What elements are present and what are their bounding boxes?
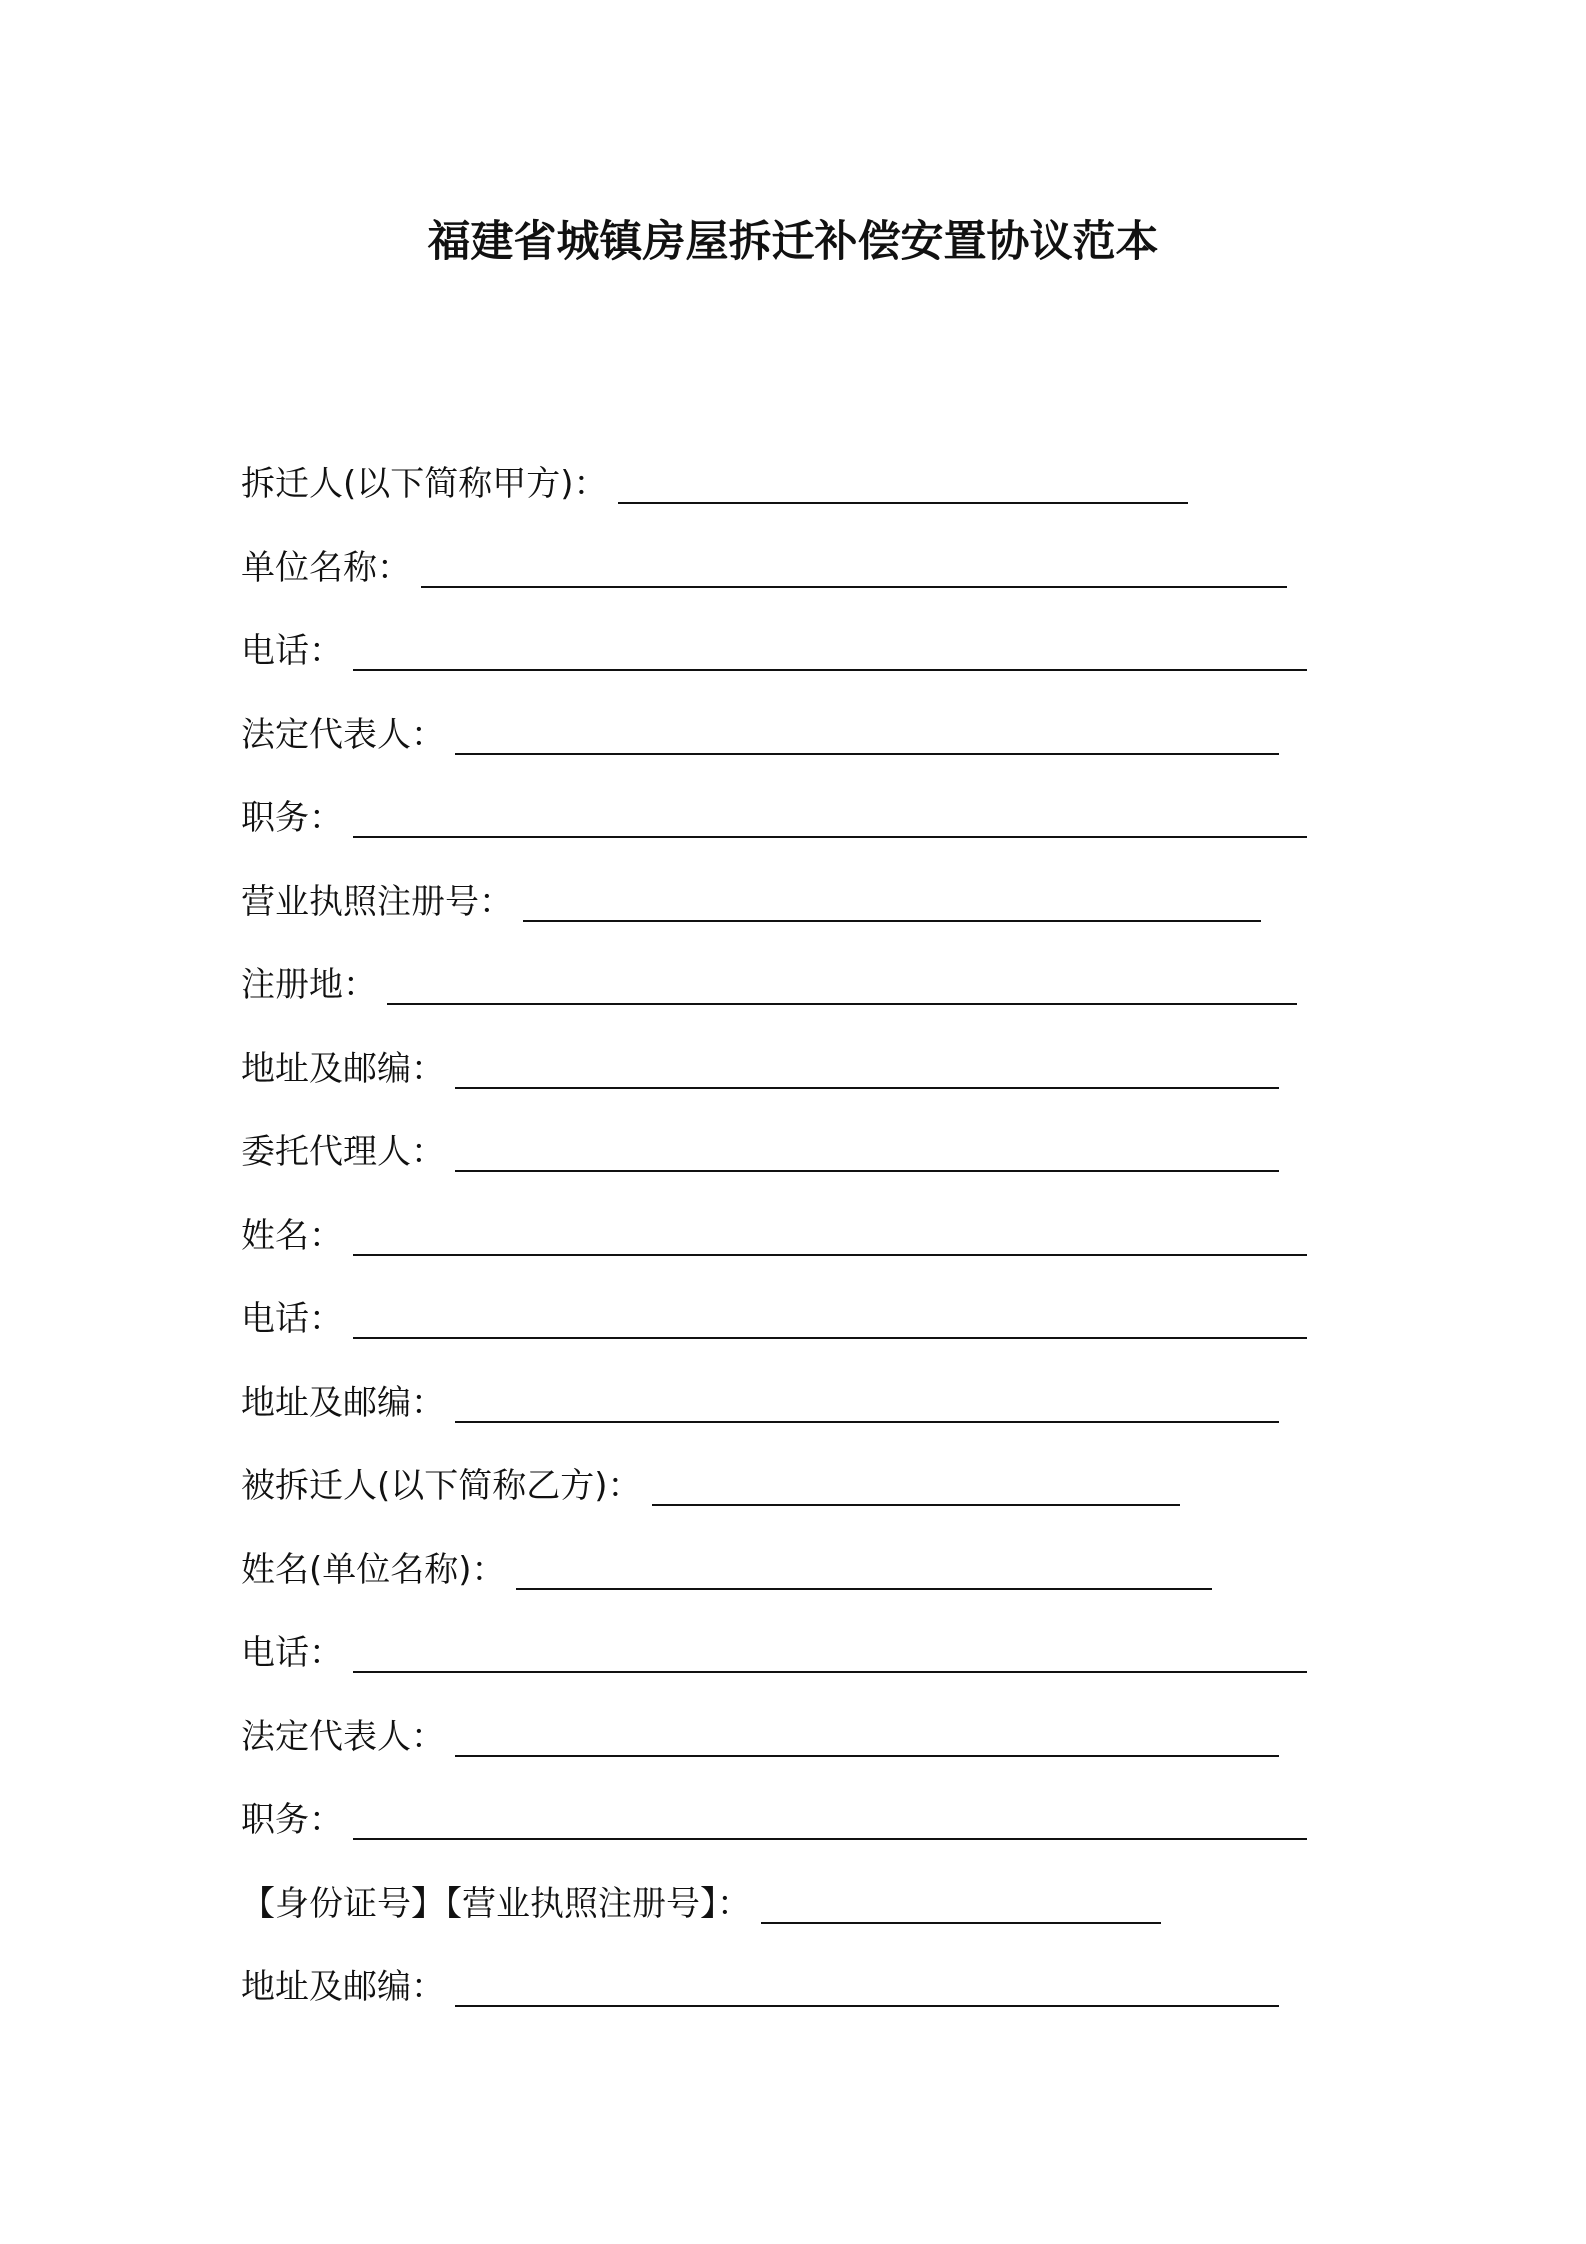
field-label: 电话： [241, 631, 343, 671]
field-label: 法定代表人： [241, 714, 445, 755]
blank-line [353, 1293, 1307, 1339]
field-label: 职务： [241, 1800, 343, 1840]
field-row-demolisher [241, 458, 1341, 542]
form-fields [241, 458, 1341, 2045]
blank-line [455, 709, 1279, 755]
blank-line [455, 1043, 1279, 1089]
field-row-legal-representative [241, 1711, 1341, 1795]
field-label: 委托代理人： [241, 1132, 445, 1172]
field-label: 地址及邮编： [241, 1967, 445, 2007]
field-row-address-postcode [241, 1961, 1341, 2045]
field-row-address-postcode [241, 1377, 1341, 1461]
field-row-phone [241, 625, 1341, 709]
field-label: 地址及邮编： [241, 1382, 445, 1423]
field-row-position [241, 1794, 1341, 1878]
field-row-legal-representative [241, 709, 1341, 793]
field-row-position [241, 792, 1341, 876]
blank-line [353, 625, 1307, 671]
field-label: 营业执照注册号： [241, 881, 513, 922]
blank-line [421, 542, 1287, 588]
field-label: 地址及邮编： [241, 1048, 445, 1089]
field-label: 【身份证号】【营业执照注册号】： [241, 1883, 751, 1924]
field-row-demolished-party [241, 1460, 1341, 1544]
field-row-name [241, 1210, 1341, 1294]
document-title: 福建省城镇房屋拆迁补偿安置协议范本 [427, 217, 1159, 267]
blank-line [353, 1627, 1307, 1673]
field-row-phone [241, 1627, 1341, 1711]
blank-line [516, 1544, 1212, 1590]
field-row-phone [241, 1293, 1341, 1377]
field-label: 单位名称： [241, 547, 411, 588]
blank-line [652, 1460, 1180, 1506]
field-row-name-unit [241, 1544, 1341, 1628]
field-label: 法定代表人： [241, 1716, 445, 1757]
field-row-id-license [241, 1878, 1341, 1962]
field-label: 被拆迁人(以下简称乙方)： [241, 1466, 642, 1506]
blank-line [353, 792, 1307, 838]
blank-line [618, 458, 1188, 504]
blank-line [523, 876, 1261, 922]
field-label: 职务： [241, 798, 343, 838]
blank-line [455, 1711, 1279, 1757]
field-row-registered-place [241, 959, 1341, 1043]
field-row-unit-name [241, 542, 1341, 626]
field-label: 注册地： [241, 965, 377, 1005]
blank-line [761, 1878, 1161, 1924]
blank-line [455, 1961, 1279, 2007]
field-row-agent [241, 1126, 1341, 1210]
blank-line [387, 959, 1297, 1005]
field-label: 电话： [241, 1633, 343, 1673]
field-row-address-postcode [241, 1043, 1341, 1127]
field-row-business-license [241, 876, 1341, 960]
field-label: 拆迁人(以下简称甲方)： [241, 464, 608, 504]
field-label: 姓名(单位名称)： [241, 1549, 506, 1590]
blank-line [353, 1794, 1307, 1840]
blank-line [455, 1126, 1279, 1172]
blank-line [353, 1210, 1307, 1256]
blank-line [455, 1377, 1279, 1423]
field-label: 电话： [241, 1299, 343, 1339]
field-label: 姓名： [241, 1215, 343, 1256]
